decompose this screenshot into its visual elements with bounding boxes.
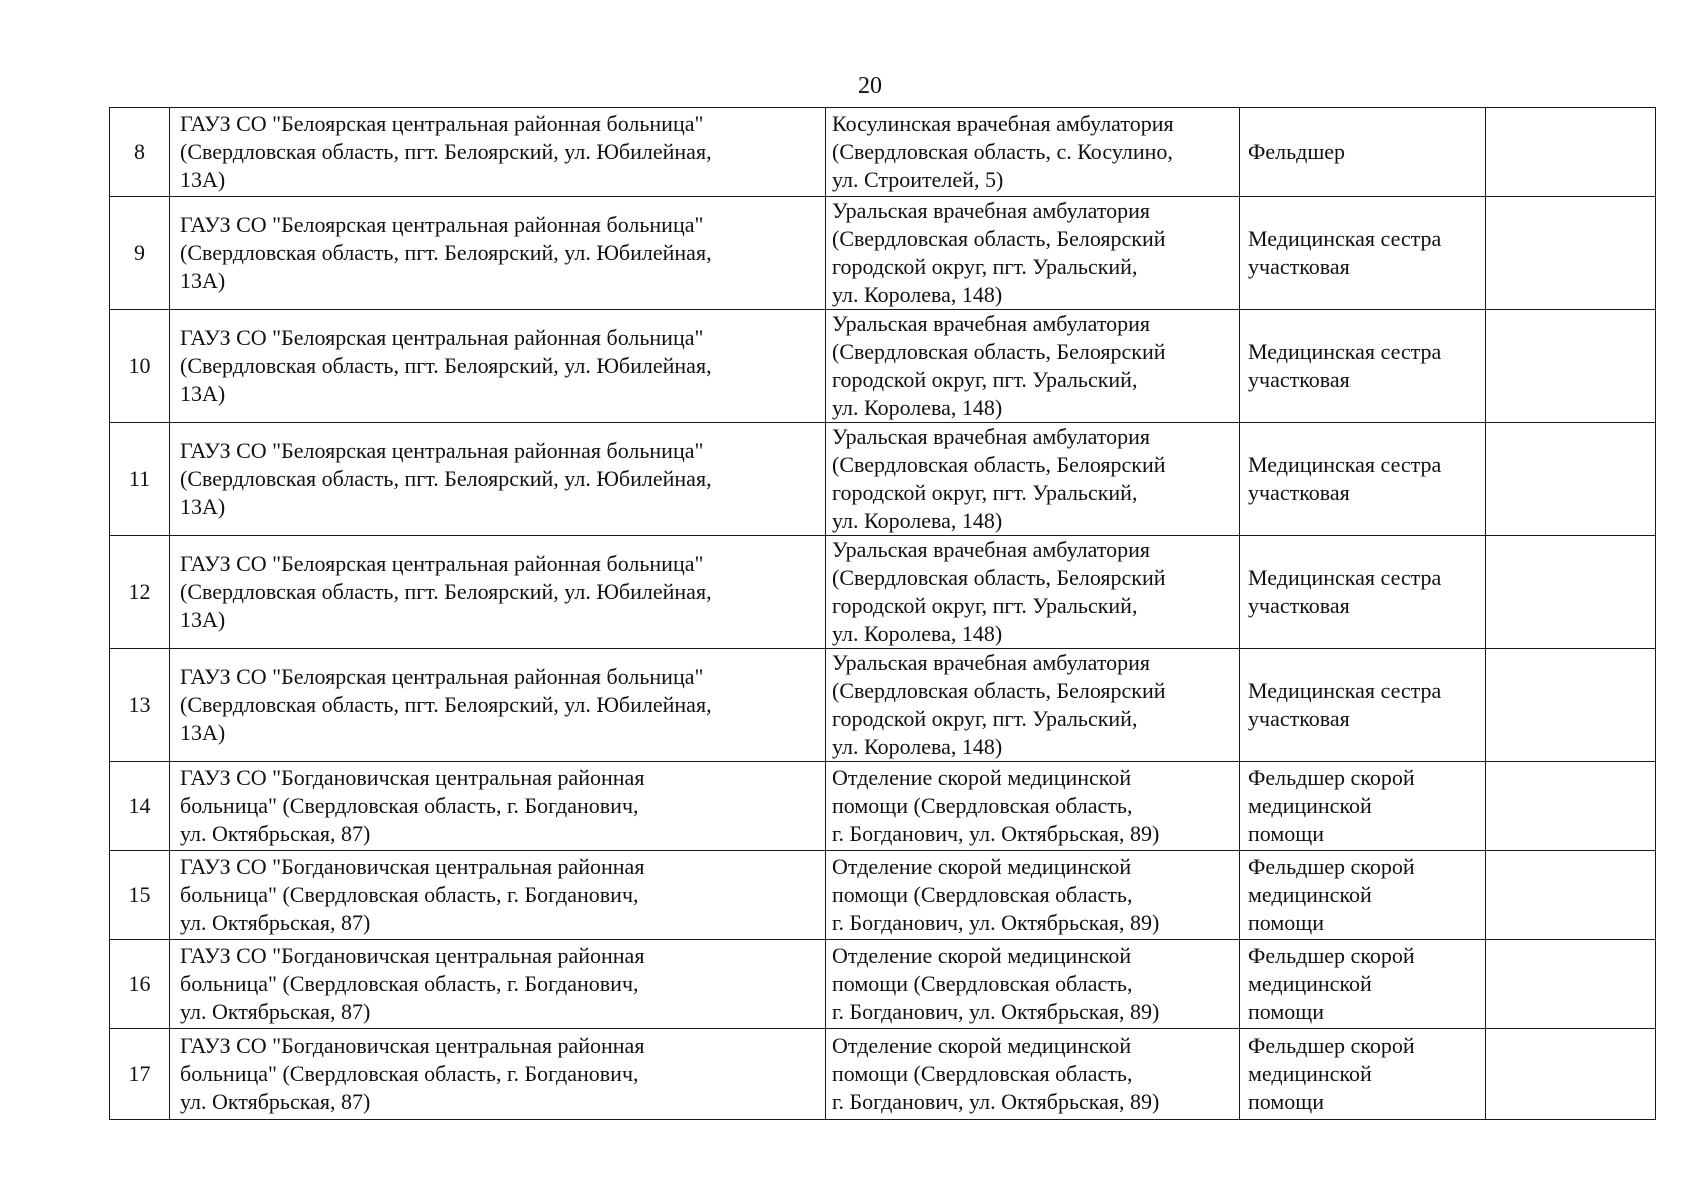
position-text: Медицинская сестра участковая [1248, 565, 1442, 618]
table-row [110, 197, 1656, 310]
position-text: Фельдшер скорой медицинской помощи [1248, 1033, 1415, 1114]
organization-text: ГАУЗ СО "Богдановичская центральная районная больница" (Свердловская область, г. Богданович, ул. Октябрьская, 87) [180, 943, 645, 1024]
position-cell [1240, 762, 1486, 851]
position-cell [1240, 536, 1486, 649]
organization-text: ГАУЗ СО "Богдановичская центральная районная больница" (Свердловская область, г. Богданович, ул. Октябрьская, 87) [180, 1033, 645, 1114]
page-number: 20 [858, 73, 882, 99]
position-cell [1240, 1029, 1486, 1120]
unit-cell [826, 649, 1240, 762]
unit-text: Отделение скорой медицинской помощи (Свердловская область, г. Богданович, ул. Октябрьская, 89) [832, 765, 1160, 846]
table-row [110, 851, 1656, 940]
unit-cell [826, 197, 1240, 310]
position-cell [1240, 108, 1486, 197]
table-row [110, 649, 1656, 762]
table-row [110, 1029, 1656, 1120]
empty-cell [1486, 649, 1656, 762]
position-text: Медицинская сестра участковая [1248, 678, 1442, 731]
table-row [110, 310, 1656, 423]
organization-cell [170, 536, 826, 649]
organization-cell [170, 310, 826, 423]
row-number: 16 [110, 940, 170, 1029]
unit-text: Отделение скорой медицинской помощи (Свердловская область, г. Богданович, ул. Октябрьская, 89) [832, 1033, 1160, 1114]
empty-cell [1486, 762, 1656, 851]
unit-text: Уральская врачебная амбулатория (Свердловская область, Белоярский городской округ, пгт. Уральский, ул. Королева, 148) [832, 424, 1166, 533]
vacancy-table [109, 107, 1656, 1120]
unit-cell [826, 108, 1240, 197]
organization-text: ГАУЗ СО "Богдановичская центральная районная больница" (Свердловская область, г. Богданович, ул. Октябрьская, 87) [180, 854, 645, 935]
position-text: Медицинская сестра участковая [1248, 226, 1442, 279]
organization-cell [170, 108, 826, 197]
row-number: 14 [110, 762, 170, 851]
organization-cell [170, 762, 826, 851]
empty-cell [1486, 536, 1656, 649]
position-text: Фельдшер [1248, 139, 1346, 164]
unit-text: Уральская врачебная амбулатория (Свердловская область, Белоярский городской округ, пгт. Уральский, ул. Королева, 148) [832, 198, 1166, 307]
row-number: 11 [110, 423, 170, 536]
unit-cell [826, 423, 1240, 536]
row-number: 12 [110, 536, 170, 649]
table-row [110, 423, 1656, 536]
row-number: 17 [110, 1029, 170, 1120]
position-text: Фельдшер скорой медицинской помощи [1248, 943, 1415, 1024]
table-row [110, 762, 1656, 851]
empty-cell [1486, 1029, 1656, 1120]
unit-text: Уральская врачебная амбулатория (Свердловская область, Белоярский городской округ, пгт. Уральский, ул. Королева, 148) [832, 650, 1166, 759]
position-cell [1240, 197, 1486, 310]
empty-cell [1486, 851, 1656, 940]
organization-text: ГАУЗ СО "Белоярская центральная районная больница" (Свердловская область, пгт. Белоярский, ул. Юбилейная, 13А) [180, 111, 712, 192]
position-cell [1240, 310, 1486, 423]
position-cell [1240, 940, 1486, 1029]
unit-text: Косулинская врачебная амбулатория (Свердловская область, с. Косулино, ул. Строителей, 5) [832, 111, 1174, 192]
position-cell [1240, 851, 1486, 940]
organization-text: ГАУЗ СО "Белоярская центральная районная больница" (Свердловская область, пгт. Белоярский, ул. Юбилейная, 13А) [180, 212, 712, 293]
empty-cell [1486, 310, 1656, 423]
unit-cell [826, 310, 1240, 423]
unit-text: Уральская врачебная амбулатория (Свердловская область, Белоярский городской округ, пгт. Уральский, ул. Королева, 148) [832, 311, 1166, 420]
unit-text: Отделение скорой медицинской помощи (Свердловская область, г. Богданович, ул. Октябрьская, 89) [832, 854, 1160, 935]
row-number: 13 [110, 649, 170, 762]
organization-text: ГАУЗ СО "Белоярская центральная районная больница" (Свердловская область, пгт. Белоярский, ул. Юбилейная, 13А) [180, 325, 712, 406]
organization-text: ГАУЗ СО "Белоярская центральная районная больница" (Свердловская область, пгт. Белоярский, ул. Юбилейная, 13А) [180, 438, 712, 519]
position-text: Медицинская сестра участковая [1248, 452, 1442, 505]
row-number: 10 [110, 310, 170, 423]
table-row [110, 536, 1656, 649]
unit-cell [826, 762, 1240, 851]
organization-cell [170, 649, 826, 762]
organization-text: ГАУЗ СО "Белоярская центральная районная больница" (Свердловская область, пгт. Белоярский, ул. Юбилейная, 13А) [180, 664, 712, 745]
unit-text: Отделение скорой медицинской помощи (Свердловская область, г. Богданович, ул. Октябрьская, 89) [832, 943, 1160, 1024]
unit-cell [826, 940, 1240, 1029]
row-number: 9 [110, 197, 170, 310]
unit-cell [826, 1029, 1240, 1120]
empty-cell [1486, 423, 1656, 536]
organization-text: ГАУЗ СО "Богдановичская центральная районная больница" (Свердловская область, г. Богданович, ул. Октябрьская, 87) [180, 765, 645, 846]
table-row [110, 940, 1656, 1029]
row-number: 8 [110, 108, 170, 197]
organization-cell [170, 1029, 826, 1120]
organization-text: ГАУЗ СО "Белоярская центральная районная больница" (Свердловская область, пгт. Белоярский, ул. Юбилейная, 13А) [180, 551, 712, 632]
unit-cell [826, 536, 1240, 649]
organization-cell [170, 851, 826, 940]
position-text: Фельдшер скорой медицинской помощи [1248, 854, 1415, 935]
row-number: 15 [110, 851, 170, 940]
unit-text: Уральская врачебная амбулатория (Свердловская область, Белоярский городской округ, пгт. Уральский, ул. Королева, 148) [832, 537, 1166, 646]
empty-cell [1486, 197, 1656, 310]
unit-cell [826, 851, 1240, 940]
organization-cell [170, 940, 826, 1029]
organization-cell [170, 423, 826, 536]
organization-cell [170, 197, 826, 310]
position-cell [1240, 423, 1486, 536]
position-text: Фельдшер скорой медицинской помощи [1248, 765, 1415, 846]
empty-cell [1486, 940, 1656, 1029]
position-text: Медицинская сестра участковая [1248, 339, 1442, 392]
table-row [110, 108, 1656, 197]
position-cell [1240, 649, 1486, 762]
empty-cell [1486, 108, 1656, 197]
